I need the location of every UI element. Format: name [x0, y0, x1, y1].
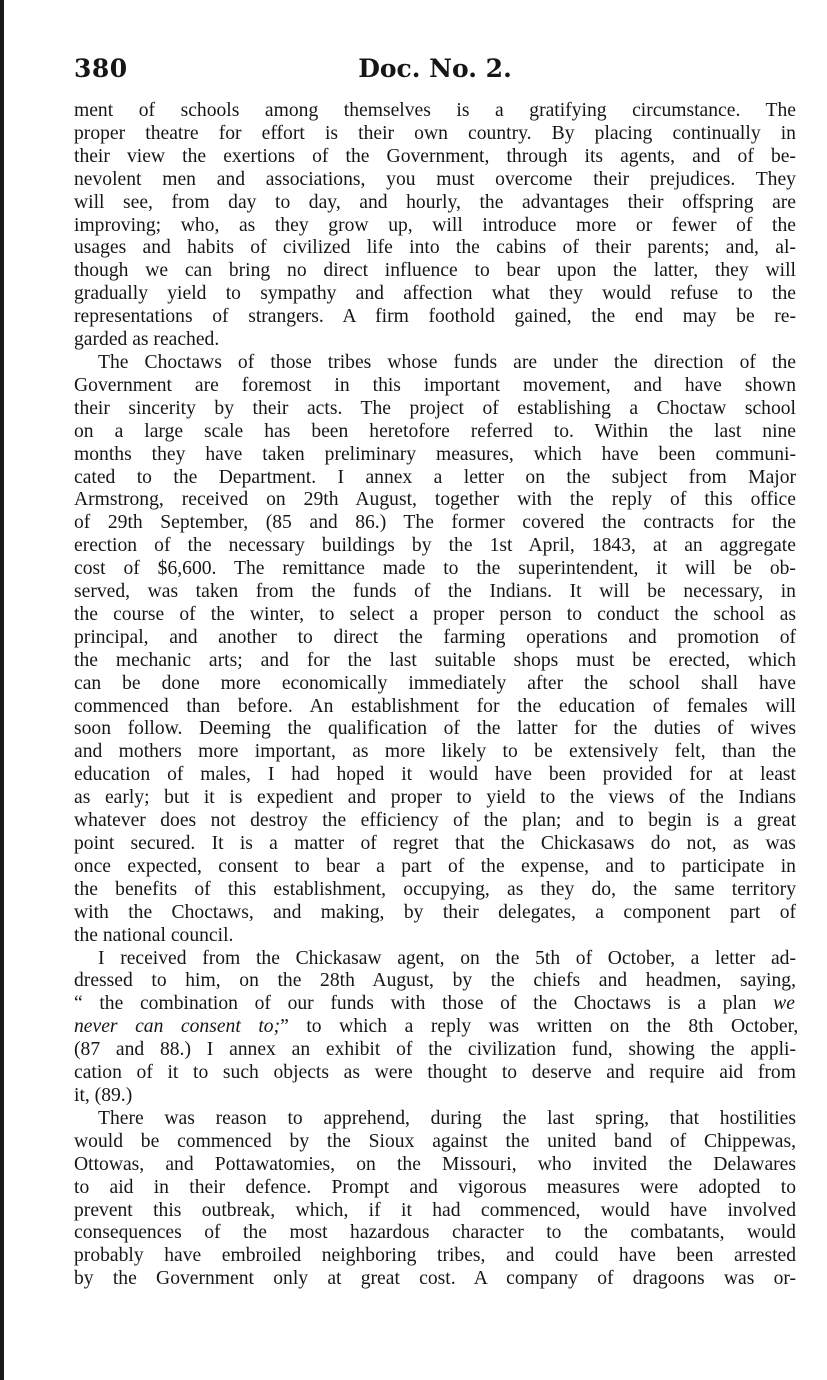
text-line: cated to the Department. I annex a letter on the subject from Major [74, 466, 797, 488]
text-line: commenced than before. An establishment for the education of females will [74, 695, 797, 717]
text-line: “ the combination of our funds with those of the Choctaws is a plan we [74, 993, 795, 1015]
text-line: once expected, consent to bear a part of the expense, and to participate in [74, 855, 796, 877]
text-line: months they have taken preliminary measures, which have been communi- [74, 443, 796, 465]
text-line: can be done more economically immediately after the school shall have [74, 672, 796, 694]
text-line: it, (89.) [74, 1084, 133, 1106]
text-line: soon follow. Deeming the qualification of the latter for the duties of wives [74, 718, 797, 740]
page-number: 380 [74, 54, 128, 83]
text-line: never can consent to;” to which a reply was written on the 8th October, [74, 1016, 799, 1038]
text-line: I received from the Chickasaw agent, on the 5th of October, a letter ad- [98, 947, 796, 969]
text-line: principal, and another to direct the farming operations and promotion of [74, 626, 797, 648]
text-line: as early; but it is expedient and proper to yield to the views of the Indians [74, 787, 797, 809]
text-line: There was reason to apprehend, during the last spring, that hostilities [98, 1107, 796, 1129]
text-line: (87 and 88.) I annex an exhibit of the civilization fund, showing the appli- [74, 1039, 797, 1061]
text-line: cation of it to such objects as were thought to deserve and require aid from [74, 1062, 796, 1084]
text-line: dressed to him, on the 28th August, by the chiefs and headmen, saying, [74, 970, 796, 992]
text-line: would be commenced by the Sioux against the united band of Chippewas, [74, 1130, 796, 1152]
text-line: improving; who, as they grow up, will introduce more or fewer of the [74, 214, 796, 236]
text-line: Armstrong, received on 29th August, together with the reply of this office [74, 489, 796, 511]
text-line: The Choctaws of those tribes whose funds are under the direction of the [98, 351, 796, 373]
text-line: prevent this outbreak, which, if it had commenced, would have involved [74, 1199, 797, 1221]
text-line: will see, from day to day, and hourly, the advantages their offspring are [74, 191, 796, 213]
page-header [74, 52, 796, 100]
text-line: garded as reached. [74, 329, 220, 351]
text-line: education of males, I had hoped it would have been provided for at least [74, 764, 796, 786]
text-line: the course of the winter, to select a proper person to conduct the school as [74, 603, 797, 625]
text-line: the national council. [74, 924, 234, 946]
text-line: nevolent men and associations, you must overcome their prejudices. They [74, 168, 796, 190]
text-line: with the Choctaws, and making, by their delegates, a component part of [74, 901, 797, 923]
paragraph-2 [74, 352, 796, 948]
text-line: their sincerity by their acts. The project of establishing a Choctaw school [74, 397, 796, 419]
text-line: Ottowas, and Pottawatomies, on the Missouri, who invited the Delawares [74, 1153, 796, 1175]
text-line: the mechanic arts; and for the last suitable shops must be erected, which [74, 649, 797, 671]
text-line: though we can bring no direct influence to bear upon the latter, they will [74, 260, 796, 282]
text-line: the benefits of this establishment, occupying, as they do, the same territory [74, 878, 796, 900]
text-line: gradually yield to sympathy and affection what they would refuse to the [74, 283, 796, 305]
text-line: proper theatre for effort is their own country. By placing continually in [74, 122, 796, 144]
text-line: to aid in their defence. Prompt and vigorous measures were adopted to [74, 1176, 796, 1198]
text-line: Government are foremost in this important movement, and have shown [74, 374, 797, 396]
document-page [74, 52, 799, 1291]
body-text [74, 100, 799, 1291]
text-line: erection of the necessary buildings by the 1st April, 1843, at an aggregate [74, 535, 796, 557]
text-line: and mothers more important, as more likely to be extensively felt, than the [74, 741, 797, 763]
text-line: whatever does not destroy the efficiency of the plan; and to begin is a great [74, 810, 797, 832]
text-line: point secured. It is a matter of regret that the Chickasaws do not, as was [74, 833, 796, 854]
text-line: ment of schools among themselves is a gratifying circumstance. The [74, 100, 796, 121]
text-line: usages and habits of civilized life into the cabins of their parents; and, al- [74, 237, 796, 259]
running-title: Doc. No. 2. [358, 54, 512, 83]
text-line: consequences of the most hazardous character to the combatants, would [74, 1222, 796, 1244]
text-line: by the Government only at great cost. A company of dragoons was or- [74, 1268, 797, 1290]
text-line: cost of $6,600. The remittance made to the superintendent, it will be ob- [74, 558, 796, 580]
paragraph-3 [74, 947, 799, 1108]
text-line: served, was taken from the funds of the Indians. It will be necessary, in [74, 581, 796, 603]
text-line: representations of strangers. A firm foothold gained, the end may be re- [74, 306, 797, 328]
paragraph-1 [74, 100, 796, 352]
text-line: on a large scale has been heretofore referred to. Within the last nine [74, 420, 797, 442]
text-line: their view the exertions of the Government, through its agents, and of be- [74, 145, 796, 167]
paragraph-4 [74, 1108, 796, 1291]
text-line: of 29th September, (85 and 86.) The former covered the contracts for the [74, 512, 796, 534]
text-line: probably have embroiled neighboring tribes, and could have been arrested [74, 1245, 797, 1267]
